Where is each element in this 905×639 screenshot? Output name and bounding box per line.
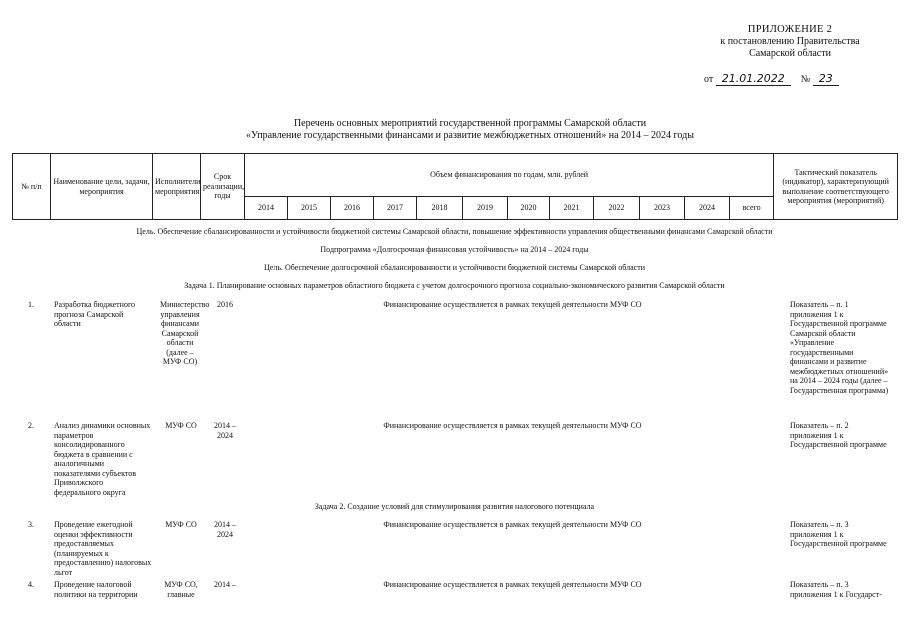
header-year: 2018 [417,197,463,220]
row-4-funding: Финансирование осуществляется в рамках текущей деятельности МУФ СО [383,580,642,589]
header-year: 2014 [245,197,288,220]
document-title [150,118,790,142]
header-term: Срок реализации, годы [201,154,245,220]
row-3-indicator: Показатель – п. 3 приложения 1 к Государственной программе [790,520,887,548]
header-funding: Объем финансирования по годам, млн. рублей [245,154,774,197]
header-indicator: Тактический показатель (индикатор), характеризующий выполнение соответствующего мероприятия (мероприятий) [774,154,898,220]
row-2-funding: Финансирование осуществляется в рамках текущей деятельности МУФ СО [383,421,642,430]
task-2-line: Задача 2. Создание условий для стимулирования развития налогового потенциала [314,502,595,511]
row-1-executor: Министерство управления финансами Самарской области (далее – МУФ СО) [160,300,210,366]
row-4-name: Проведение налоговой политики на территории [54,580,138,599]
decree-number: 23 [813,72,839,86]
header-year: 2017 [374,197,417,220]
appendix-title: ПРИЛОЖЕНИЕ 2 [747,24,833,35]
header-executor: Исполнители мероприятия [153,154,201,220]
row-2-num: 2. [28,421,34,430]
row-1-term: 2016 [217,300,233,309]
header-year: 2019 [463,197,508,220]
header-name: Наименование цели, задачи, мероприятия [51,154,153,220]
row-4-executor: МУФ СО, главные [164,580,198,599]
header-total: всего [730,197,774,220]
row-2-name: Анализ динамики основных параметров консолидированного бюджета в сравнении с аналогичными показателями субъектов Приволжского федерального округа [54,421,151,497]
row-1-indicator: Показатель – п. 1 приложения 1 к Государственной программе Самарской области «Управление государственными финансами и развитие межбюджетных отношений» на 2014 – 2024 годы (далее – Государственная программа) [790,300,889,395]
header-year: 2015 [288,197,331,220]
appendix-ref: к постановлению Правительства [720,36,860,47]
row-3-executor: МУФ СО [165,520,197,529]
header-year: 2020 [508,197,550,220]
subprogram-line: Подпрограмма «Долгосрочная финансовая устойчивость» на 2014 – 2024 годы [320,245,589,254]
header-year: 2024 [685,197,730,220]
row-2-executor: МУФ СО [165,421,197,430]
header-year: 2016 [331,197,374,220]
row-1-funding: Финансирование осуществляется в рамках текущей деятельности МУФ СО [383,300,642,309]
appendix-region: Самарской области [749,48,831,59]
row-3-name: Проведение ежегодной оценки эффективности предоставляемых (планируемых к предоставлению) налоговых льгот [54,520,152,577]
number-prefix: № [800,74,811,85]
appendix-header [690,24,890,60]
header-year: 2021 [550,197,594,220]
row-1-num: 1. [28,300,34,309]
header-year: 2023 [640,197,685,220]
task-1-line: Задача 1. Планирование основных параметров областного бюджета с учетом долгосрочного прогноза социально-экономического развития Самарской области [184,281,725,290]
date-prefix: от [704,74,714,85]
title-line-2: «Управление государственными финансами и развитие межбюджетных отношений» на 2014 – 2024 годы [246,130,694,141]
row-2-term: 2014 – 2024 [214,421,236,440]
decree-date: 21.01.2022 [716,72,791,86]
row-1-name: Разработка бюджетного прогноза Самарской области [54,300,136,328]
decree-date-line [704,72,839,85]
header-year: 2022 [594,197,640,220]
row-2-indicator: Показатель – п. 2 приложения 1 к Государственной программе [790,421,887,449]
header-num: № п/п [13,154,51,220]
row-4-num: 4. [28,580,34,589]
title-line-1: Перечень основных мероприятий государственной программы Самарской области [293,118,647,129]
measures-table-header [12,153,898,220]
goal-line: Цель. Обеспечение сбалансированности и устойчивости бюджетной системы Самарской области, повышение эффективности управления общественными финансами Самарской области [136,227,773,236]
subgoal-line: Цель. Обеспечение долгосрочной сбалансированности и устойчивости бюджетной системы Самарской области [264,263,645,272]
row-4-term: 2014 – [214,580,236,589]
row-4-indicator: Показатель – п. 3 приложения 1 к Государст- [790,580,882,599]
row-3-term: 2014 – 2024 [214,520,236,539]
row-3-funding: Финансирование осуществляется в рамках текущей деятельности МУФ СО [383,520,642,529]
row-3-num: 3. [28,520,34,529]
